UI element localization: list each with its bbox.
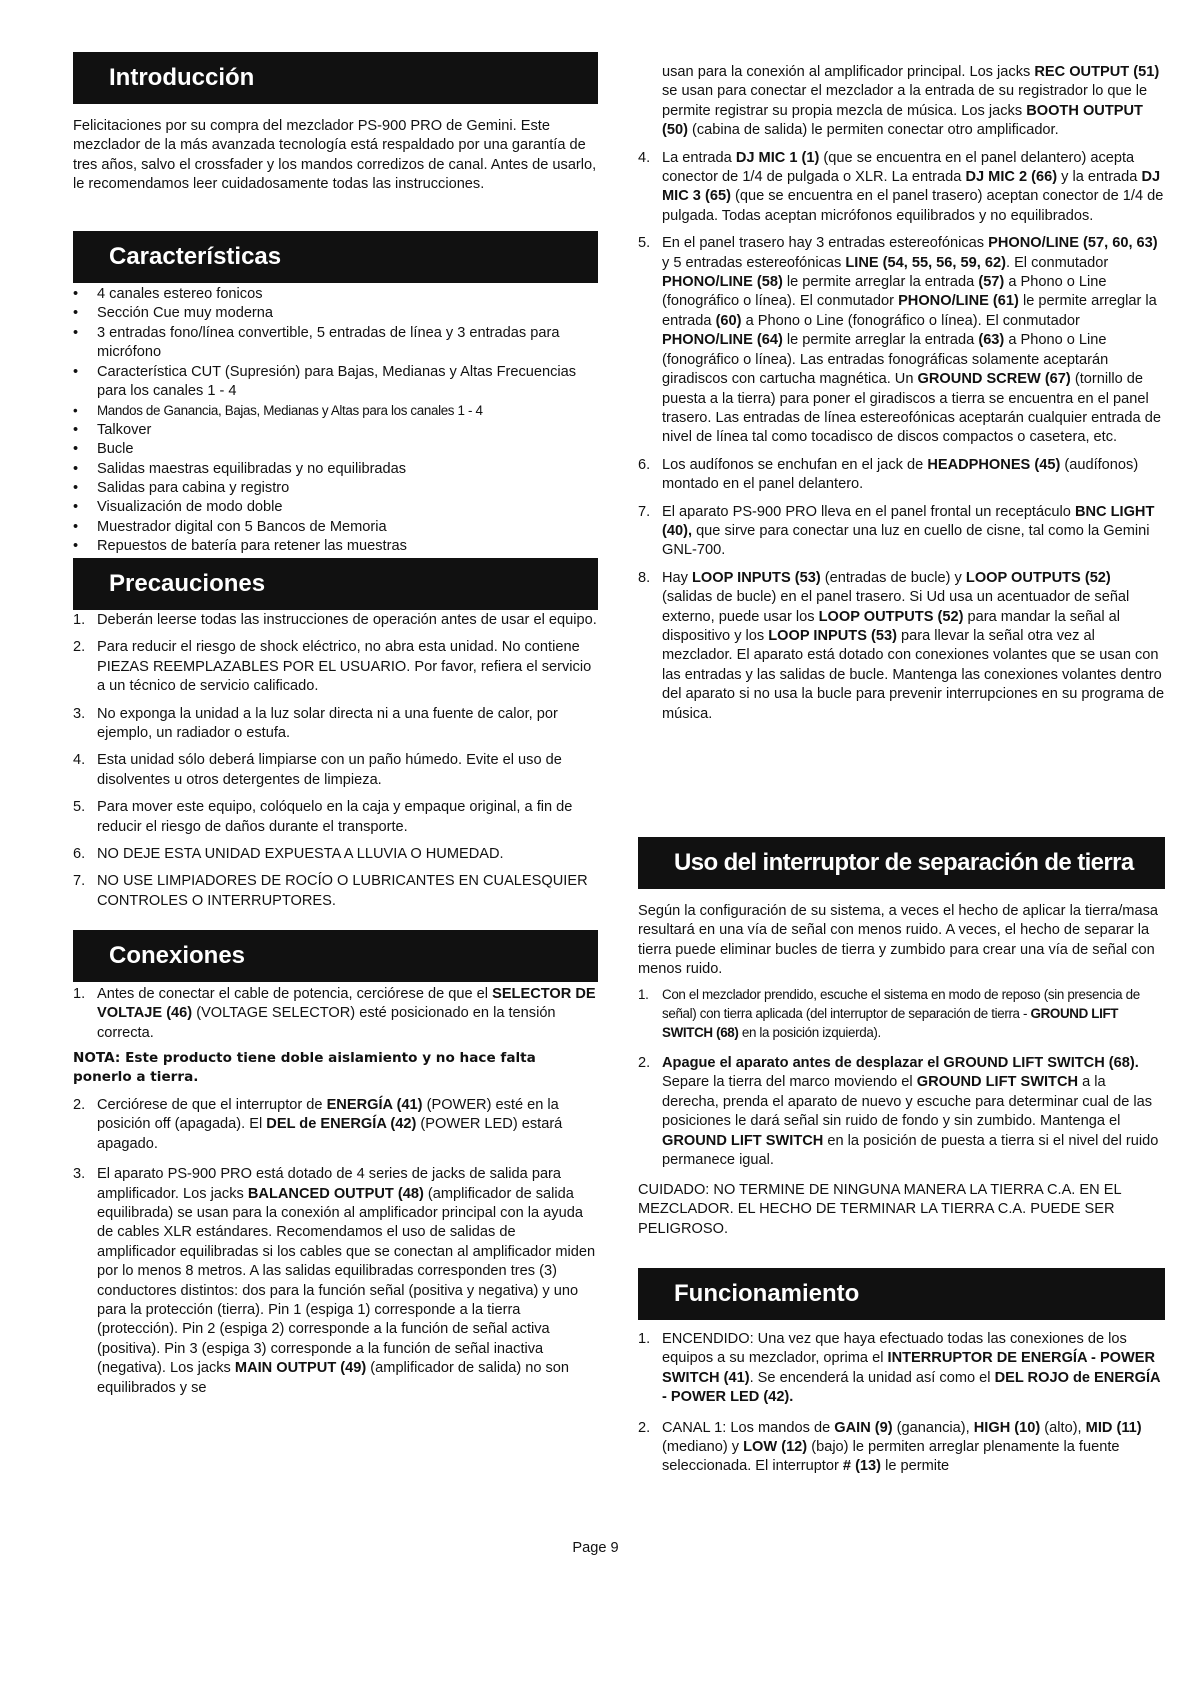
connections-list-part3 (638, 63, 1165, 732)
list-item: • Mandos de Ganancia, Bajas, Medianas y Altas para los canales 1 - 4 (73, 401, 598, 420)
section-header-precauciones (73, 558, 598, 610)
list-item: 3. No exponga la unidad a la luz solar directa ni a una fuente de calor, por ejemplo, un radiador o estufa. (73, 705, 558, 742)
list-item: 5. Para mover este equipo, colóquelo en la caja y empaque original, a fin de reducir el riesgo de daños durante el transporte. (73, 799, 573, 835)
section-title: Características (109, 243, 282, 270)
section-header-caracteristicas (73, 231, 598, 283)
list-item: 4. La entrada DJ MIC 1 (1) (que se encuentra en el panel delantero) acepta conector de 1/4 de pulgada o XLR. La entrada DJ MIC 2 (66) y la entrada DJ MIC 3 (65) (que se encuentra en el panel trasero) aceptan conector de 1/4 de pulgada. Todas aceptan micrófonos equilibrados y no equilibrados. (638, 149, 1164, 224)
ground-lift-list (638, 985, 1165, 1178)
list-item: • Talkover (73, 421, 598, 440)
section-title: Introducción (109, 64, 255, 91)
list-item: 2. CANAL 1: Los mandos de GAIN (9) (ganancia), HIGH (10) (alto), MID (11) (mediano) y LOW (12) (bajo) le permiten arreglar plenamente la fuente seleccionada. El interruptor # (13) le permite (638, 1419, 1142, 1475)
list-item: • Característica CUT (Supresión) para Bajas, Medianas y Altas Frecuencias para los canales 1 - 4 (73, 363, 598, 402)
list-item: 2. Apague el aparato antes de desplazar el GROUND LIFT SWITCH (68). Separe la tierra del marco moviendo el GROUND LIFT SWITCH a la derecha, prenda el aparato de nuevo y escuche para determinar cual de las posiciones le dará señal sin ruido de fondo y sin zumbido. Mantenga el GROUND LIFT SWITCH en la posición de puesta a tierra si el nivel del ruido permanece igual. (638, 1055, 1159, 1169)
list-item: 1. Antes de conectar el cable de potencia, cerciórese de que el SELECTOR DE VOLTAJE (46) (VOLTAGE SELECTOR) esté posicionado en la tensión correcta. (73, 986, 596, 1041)
list-item: • Bucle (73, 440, 598, 459)
page-number: Page 9 (572, 1540, 619, 1556)
section-title: Uso del interruptor de separación de tierra (674, 849, 1134, 876)
precautions-list (73, 611, 598, 919)
list-item: 6. NO DEJE ESTA UNIDAD EXPUESTA A LLUVIA O HUMEDAD. (73, 846, 504, 863)
connections-list-part2 (73, 1096, 598, 1406)
operation-list (638, 1330, 1165, 1485)
section-header-funcionamiento (638, 1268, 1165, 1320)
list-item: • Sección Cue muy moderna (73, 304, 598, 323)
section-title: Funcionamiento (674, 1280, 860, 1307)
list-item: 2. Para reducir el riesgo de shock eléctrico, no abra esta unidad. No contiene PIEZAS REEMPLAZABLES POR EL USUARIO. Por favor, refiera el servicio a un técnico de servicio calificado. (73, 639, 592, 695)
section-header-uso (638, 837, 1165, 889)
list-item: 1. ENCENDIDO: Una vez que haya efectuado todas las conexiones de los equipos a su mezclador, oprima el INTERRUPTOR DE ENERGÍA - POWER SWITCH (41). Se encenderá la unidad así como el DEL ROJO de ENERGÍA - POWER LED (42). (638, 1331, 1161, 1406)
intro-paragraph: Felicitaciones por su compra del mezclador PS-900 PRO de Gemini. Este mezclador de la más avanzada tecnología está respaldado por una garantía de tres años, salvo el crossfader y los mandos corredizos de canal. Antes de usarlo, le recomendamos leer cuidadosamente todas las instrucciones. (73, 118, 597, 193)
section-header-conexiones (73, 930, 598, 982)
nota-paragraph: NOTA: Este producto tiene doble aislamiento y no hace falta ponerlo a tierra. (73, 1050, 536, 1086)
list-item: 2. Cerciórese de que el interruptor de ENERGÍA (41) (POWER) esté en la posición off (apagada). El DEL de ENERGÍA (42) (POWER LED) estará apagado. (73, 1097, 563, 1152)
list-item: • Muestrador digital con 5 Bancos de Memoria (73, 518, 598, 537)
list-item: • 3 entradas fono/línea convertible, 5 entradas de línea y 3 entradas para micrófono (73, 324, 598, 363)
list-item: • 4 canales estereo fonicos (73, 285, 598, 304)
list-item: 8. Hay LOOP INPUTS (53) (entradas de bucle) y LOOP OUTPUTS (52) (salidas de bucle) en el panel trasero. Si Ud usa un acentuador de señal externo, puede usar los LOOP OUTPUTS (52) para mandar la señal al dispositivo y los LOOP INPUTS (53) para llevar la señal otra vez al mezclador. El aparato está dotado con conexiones volantes que se usan con las entradas y las salidas de bucle. Mantenga las conexiones volantes dentro del aparato si no usa la bucle para prevenir interrupciones en su programa de música. (638, 569, 1165, 722)
list-item: usan para la conexión al amplificador principal. Los jacks REC OUTPUT (51) se usan para conectar el mezclador a la entrada de su registrador lo que le permite registrar su propia mezcla de música. Los jacks BOOTH OUTPUT (50) (cabina de salida) le permiten conectar otro amplificador. (662, 64, 1160, 139)
list-item: 5. En el panel trasero hay 3 entradas estereofónicas PHONO/LINE (57, 60, 63) y 5 entradas estereofónicas LINE (54, 55, 56, 59, 62). El conmutador PHONO/LINE (58) le permite arreglar la entrada (57) a Phono o Line (fonográfico o línea). El conmutador PHONO/LINE (61) le permite arreglar la entrada (60) a Phono o Line (fonográfico o línea). El conmutador PHONO/LINE (64) le permite arreglar la entrada (63) a Phono o Line (fonográfico o línea). Las entradas fonográficas solamente aceptarán giradiscos con cartucha magnética. Un GROUND SCREW (67) (tornillo de puesta a la tierra) para poner el giradiscos a tierra se encuentra en el panel trasero. Las entradas de línea estereofónicas aceptarán cualquier entrada de nivel de línea tal como tocadisco de discos compactos o casetera, etc. (638, 235, 1161, 446)
section-header-introduccion (73, 52, 598, 104)
list-item: 6. Los audífonos se enchufan en el jack de HEADPHONES (45) (audífonos) montado en el panel delantero. (638, 456, 1139, 493)
uso-paragraph: Según la configuración de su sistema, a veces el hecho de aplicar la tierra/masa resultará en una vía de señal con menos ruido. A veces, el hecho de separar la tierra puede eliminar bucles de tierra y zumbido para crear una vía de señal con menos ruido. (638, 903, 1158, 978)
list-item: • Salidas maestras equilibradas y no equilibradas (73, 460, 598, 479)
list-item: 7. El aparato PS-900 PRO lleva en el panel frontal un receptáculo BNC LIGHT (40), que sirve para conectar una luz en cuello de cisne, tal como la Gemini GNL-700. (638, 503, 1155, 559)
list-item: 4. Esta unidad sólo deberá limpiarse con un paño húmedo. Evite el uso de disolventes u otros detergentes de limpieza. (73, 752, 562, 788)
section-title: Precauciones (109, 570, 266, 597)
features-list (73, 285, 598, 557)
list-item: 7. NO USE LIMPIADORES DE ROCÍO O LUBRICANTES EN CUALESQUIER CONTROLES O INTERRUPTORES. (73, 873, 588, 909)
section-title: Conexiones (109, 942, 246, 969)
list-item: • Repuestos de batería para retener las muestras (73, 537, 598, 556)
list-item: 1. Con el mezclador prendido, escuche el sistema en modo de reposo (sin presencia de señal) con tierra aplicada (del interruptor de separación de tierra - GROUND LIFT SWITCH (68) en la posición izquierda). (638, 987, 1140, 1040)
list-item: • Visualización de modo doble (73, 498, 598, 517)
list-item: • Salidas para cabina y registro (73, 479, 598, 498)
list-item: 1. Deberán leerse todas las instrucciones de operación antes de usar el equipo. (73, 612, 597, 628)
cuidado-paragraph: CUIDADO: NO TERMINE DE NINGUNA MANERA LA TIERRA C.A. EN EL MEZCLADOR. EL HECHO DE TERMINAR LA TIERRA C.A. PUEDE SER PELIGROSO. (638, 1182, 1122, 1237)
list-item: 3. El aparato PS-900 PRO está dotado de 4 series de jacks de salida para amplificador. Los jacks BALANCED OUTPUT (48) (amplificador de salida equilibrada) se usan para la conexión al amplificador principal con la ayuda de cables XLR estándares. Recomendamos el uso de salidas de amplificador equilibradas si los cables que se conectan al amplificador miden por lo menos 8 metros. A las salidas equilibradas corresponden tres (3) conductores distintos: dos para la función señal (positiva y negativa) y uno para la protección (tierra). Pin 1 (espiga 1) corresponde a la tierra (protección). Pin 2 (espiga 2) corresponde a la función de señal activa (positiva). Pin 3 (espiga 3) corresponde a la función de señal inactiva (negativa). Los jacks MAIN OUTPUT (49) (amplificador de salida) no son equilibrados y se (73, 1166, 596, 1396)
connections-list-part1 (73, 985, 598, 1051)
